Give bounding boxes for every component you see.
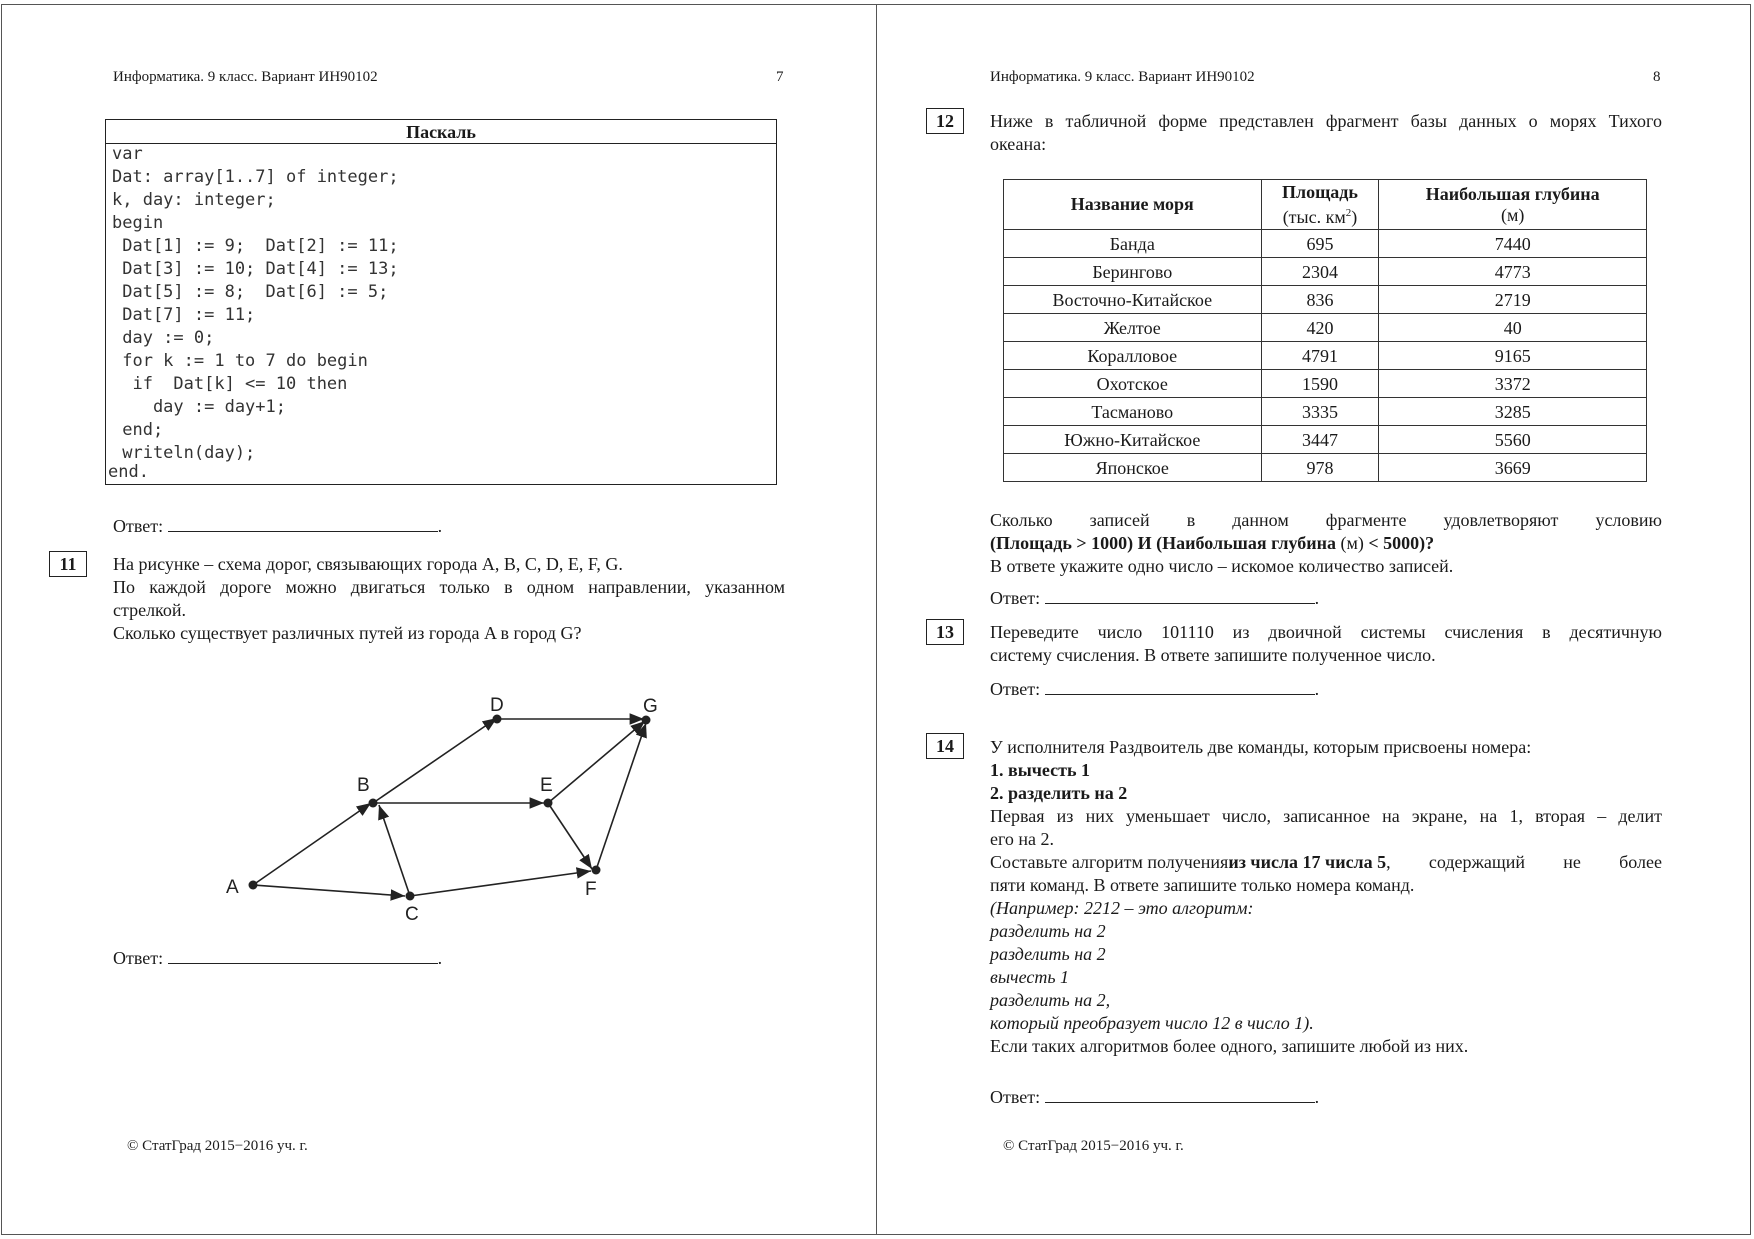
q12-condition: (Площадь > 1000) И (Наибольшая глубина (м) < 5000)?	[990, 533, 1435, 553]
node-label-g: G	[643, 696, 658, 717]
q14-cmd1: 1. вычесть 1	[990, 760, 1090, 780]
seas-table	[1003, 179, 1647, 482]
code-line: begin	[112, 213, 164, 233]
code-line: end;	[112, 420, 164, 440]
answer-line[interactable]	[168, 514, 438, 532]
node-label-c: C	[405, 904, 419, 925]
question-number-13: 13	[926, 619, 964, 645]
node-f	[592, 866, 601, 875]
answer-line[interactable]	[1045, 677, 1315, 695]
q14-line6: Составьте алгоритм получения из числа 17 числа 5 , содержащий не более	[990, 852, 1662, 872]
table-row: Желтое 420 40	[1004, 314, 1647, 342]
node-label-a: A	[226, 877, 239, 898]
answer-label: Ответ:	[113, 948, 164, 968]
q14-last-line: Если таких алгоритмов более одного, запишите любой из них.	[990, 1036, 1469, 1056]
node-b	[369, 799, 378, 808]
q14-example-5: разделить на 2,	[990, 990, 1111, 1010]
answer-q13: Ответ: .	[990, 679, 1320, 699]
q14-example-3: разделить на 2	[990, 944, 1106, 964]
q12-question-line3: В ответе укажите одно число – искомое количество записей.	[990, 556, 1454, 576]
page-divider	[876, 4, 877, 1235]
answer-label: Ответ:	[990, 588, 1041, 608]
table-header-row	[1004, 180, 1647, 230]
q14-line5: его на 2.	[990, 829, 1055, 849]
left-page-number: 7	[776, 69, 784, 85]
answer-line[interactable]	[1045, 1085, 1315, 1103]
code-line: k, day: integer;	[112, 190, 276, 210]
answer-label: Ответ:	[990, 1087, 1041, 1107]
question-number-14: 14	[926, 733, 964, 759]
node-label-f: F	[585, 879, 597, 900]
code-line: Dat[1] := 9; Dat[2] := 11;	[112, 236, 399, 256]
answer-label: Ответ:	[990, 679, 1041, 699]
pascal-code-box	[105, 119, 777, 485]
col-header-area: Площадь (тыс. $км^2$)	[1261, 180, 1379, 230]
table-row: Японское 978 3669	[1004, 454, 1647, 482]
q14-cmd2: 2. разделить на 2	[990, 783, 1128, 803]
edge-b-d	[373, 718, 497, 803]
code-line: if Dat[k] <= 10 then	[112, 374, 348, 394]
q14-line1: У исполнителя Раздвоитель две команды, которым присвоены номера:	[990, 737, 1532, 757]
edge-e-f	[548, 803, 592, 869]
code-line: day := day+1;	[112, 397, 286, 417]
node-c	[406, 892, 415, 901]
q14-example-2: разделить на 2	[990, 921, 1106, 941]
edge-c-f	[410, 871, 591, 896]
table-row: Охотское 1590 3372	[1004, 370, 1647, 398]
q14-example-4: вычесть 1	[990, 967, 1070, 987]
q11-line3: стрелкой.	[113, 600, 187, 620]
q13-line2: систему счисления. В ответе запишите полученное число.	[990, 645, 1436, 665]
col-header-name: Название моря	[1004, 180, 1262, 230]
code-title: Паскаль	[106, 120, 776, 144]
q14-example-6: который преобразует число 12 в число 1).	[990, 1013, 1314, 1033]
table-row: Коралловое 4791 9165	[1004, 342, 1647, 370]
right-footer: © СтатГрад 2015−2016 уч. г.	[1003, 1138, 1184, 1154]
code-line: Dat[5] := 8; Dat[6] := 5;	[112, 282, 389, 302]
q12-question-line1: Сколько записей в данном фрагменте удовлетворяют условию	[990, 510, 1662, 530]
table-row: Берингово 2304 4773	[1004, 258, 1647, 286]
answer-q14: Ответ: .	[990, 1087, 1320, 1107]
code-line: Dat: array[1..7] of integer;	[112, 167, 399, 187]
col-header-depth: Наибольшая глубина (м)	[1379, 180, 1647, 230]
code-line: Dat[3] := 10; Dat[4] := 13;	[112, 259, 399, 279]
answer-line[interactable]	[1045, 586, 1315, 604]
table-row: Банда 695 7440	[1004, 230, 1647, 258]
right-page-header: Информатика. 9 класс. Вариант ИН90102	[990, 69, 1255, 85]
code-line: var	[112, 144, 143, 164]
edge-a-b	[253, 803, 371, 885]
answer-q11: Ответ: .	[113, 948, 443, 968]
code-line: day := 0;	[112, 328, 215, 348]
q12-line1: Ниже в табличной форме представлен фрагмент базы данных о морях Тихого	[990, 111, 1662, 131]
left-footer: © СтатГрад 2015−2016 уч. г.	[127, 1138, 308, 1154]
node-e	[544, 799, 553, 808]
answer-line[interactable]	[168, 946, 438, 964]
q11-line1: На рисунке – схема дорог, связывающих города A, B, C, D, E, F, G.	[113, 554, 623, 574]
q11-line4: Сколько существует различных путей из города A в город G?	[113, 623, 582, 643]
code-line: for k := 1 to 7 do begin	[112, 351, 368, 371]
answer-q10: Ответ: .	[113, 516, 443, 536]
question-number-12: 12	[926, 108, 964, 134]
table-row: Восточно-Китайское 836 2719	[1004, 286, 1647, 314]
edge-c-b	[379, 805, 410, 896]
left-page-header: Информатика. 9 класс. Вариант ИН90102	[113, 69, 378, 85]
code-line: end.	[108, 462, 149, 482]
right-page-number: 8	[1653, 69, 1661, 85]
q14-line4: Первая из них уменьшает число, записанное на экране, на 1, вторая – делит	[990, 806, 1662, 826]
q13-line1: Переведите число 101110 из двоичной системы счисления в десятичную	[990, 622, 1662, 642]
answer-q12: Ответ: .	[990, 588, 1320, 608]
edge-e-g	[548, 721, 645, 803]
q14-example-1: (Например: 2212 – это алгоритм:	[990, 898, 1254, 918]
edge-f-g	[596, 723, 646, 870]
edge-a-c	[253, 885, 405, 896]
node-label-d: D	[490, 695, 504, 716]
node-label-e: E	[540, 775, 553, 796]
table-row: Тасманово 3335 3285	[1004, 398, 1647, 426]
code-line: Dat[7] := 11;	[112, 305, 256, 325]
node-label-b: B	[357, 775, 370, 796]
q11-line2: По каждой дороге можно двигаться только в одном направлении, указанном	[113, 577, 785, 597]
q14-line7: пяти команд. В ответе запишите только номера команд.	[990, 875, 1415, 895]
table-row: Южно-Китайское 3447 5560	[1004, 426, 1647, 454]
road-graph	[200, 680, 680, 940]
node-a	[249, 881, 258, 890]
code-line: writeln(day);	[112, 443, 256, 463]
q12-line2: океана:	[990, 134, 1047, 154]
answer-label: Ответ:	[113, 516, 164, 536]
question-number-11: 11	[49, 551, 87, 577]
